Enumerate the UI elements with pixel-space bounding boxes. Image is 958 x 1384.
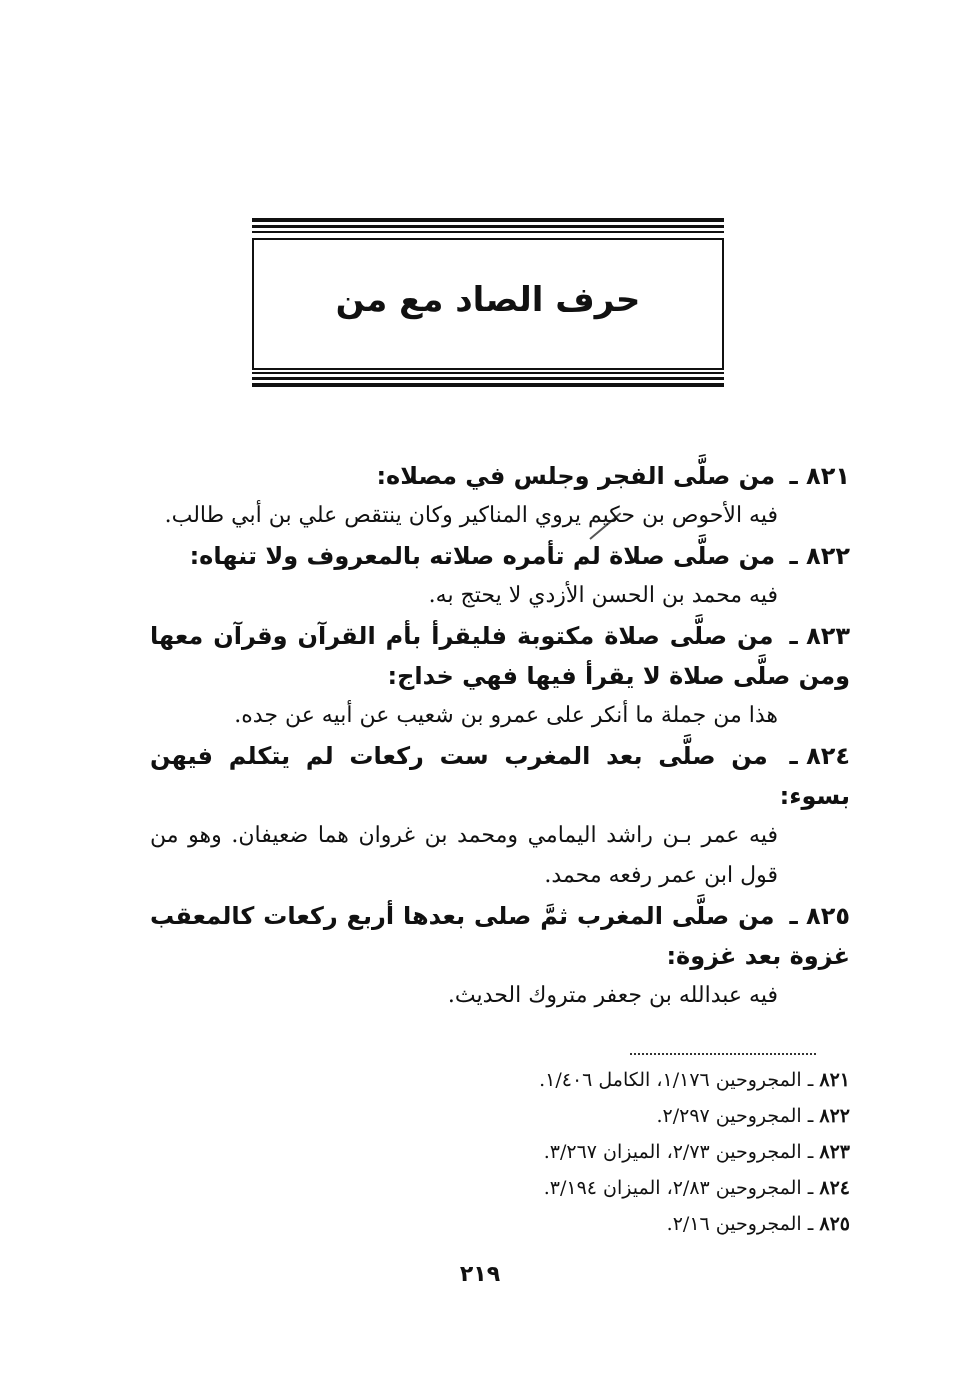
hadith-entry (150, 736, 850, 896)
hadith-title-text: من صلَّى المغرب ثمَّ صلى بعدها أربع ركعات كالمعقب غزوة بعد غزوة: (150, 902, 850, 970)
chapter-title: حرف الصاد مع من (335, 280, 641, 320)
page-number: ٢١٩ (459, 1262, 501, 1287)
footnote (300, 1170, 850, 1206)
footnote-number: ٨٢٣ (819, 1141, 850, 1163)
hadith-entry (150, 456, 850, 536)
top-rule-thin (252, 231, 724, 233)
hadith-title (150, 896, 850, 976)
hadith-title (150, 536, 850, 576)
hadith-entry (150, 536, 850, 616)
footnote (300, 1062, 850, 1098)
footnote (300, 1206, 850, 1242)
footnote-number: ٨٢٤ (819, 1177, 850, 1199)
footnotes (300, 1062, 850, 1242)
footnote-separator (630, 1053, 816, 1055)
hadith-title (150, 456, 850, 496)
hadith-comment: فيه عمر بـن راشد اليمامي ومحمد بن غروان هما ضعيفان. وهو من قول ابن عمر رفعه محمد. (150, 823, 778, 888)
top-rule-medium (252, 225, 724, 228)
hadith-title-text: من صلَّى بعد المغرب ست ركعات لم يتكلم فيهن بسوء: (150, 742, 850, 810)
footnote (300, 1098, 850, 1134)
top-rule-thick (252, 218, 724, 222)
hadith-entries (150, 456, 850, 1016)
hadith-title-text: من صلَّى صلاة مكتوبة فليقرأ بأم القرآن وقرآن معها ومن صلَّى صلاة لا يقرأ فيها فهي خداج: (150, 622, 850, 690)
hadith-comment: فيه عبدالله بن جعفر متروك الحديث. (447, 983, 778, 1008)
hadith-title-text: من صلَّى صلاة لم تأمره صلاته بالمعروف ولا تنهاه: (189, 542, 776, 570)
footnote-text: ـ المجروحين ٢/١٦. (666, 1213, 814, 1235)
footnote-text: ـ المجروحين ٢/٢٩٧. (656, 1105, 814, 1127)
hadith-comment: فيه الأحوص بن حكيم يروي المناكير وكان ينتقص علي بن أبي طالب. (164, 503, 778, 528)
bottom-rule-medium (252, 377, 724, 380)
hadith-entry (150, 616, 850, 736)
footnote-text: ـ المجروحين ٢/٧٣، الميزان ٣/٢٦٧. (543, 1141, 814, 1163)
hadith-title (150, 736, 850, 816)
footnote-number: ٨٢٥ (819, 1213, 850, 1235)
hadith-number: ٨٢٣ ـ (789, 622, 851, 650)
hadith-number: ٨٢٤ ـ (789, 742, 851, 770)
hadith-title-text: من صلَّى الفجر وجلس في مصلاه: (376, 462, 776, 490)
footnote-number: ٨٢١ (819, 1069, 850, 1091)
hadith-title (150, 616, 850, 696)
footnote (300, 1134, 850, 1170)
hadith-number: ٨٢٢ ـ (789, 542, 850, 570)
hadith-number: ٨٢٥ ـ (789, 902, 850, 930)
footnote-number: ٨٢٢ (819, 1105, 850, 1127)
footnote-text: ـ المجروحين ١/١٧٦، الكامل ١/٤٠٦. (539, 1069, 814, 1091)
hadith-comment: هذا من جملة ما أنكر على عمرو بن شعيب عن أبيه عن جده. (234, 703, 778, 728)
chapter-header-box (252, 238, 724, 370)
hadith-entry (150, 896, 850, 1016)
bottom-rule-thick (252, 383, 724, 387)
bottom-rule-thin (252, 372, 724, 374)
hadith-comment: فيه محمد بن الحسن الأزدي لا يحتج به. (428, 583, 778, 608)
hadith-number: ٨٢١ ـ (789, 462, 850, 490)
footnote-text: ـ المجروحين ٢/٨٣، الميزان ٣/١٩٤. (543, 1177, 814, 1199)
